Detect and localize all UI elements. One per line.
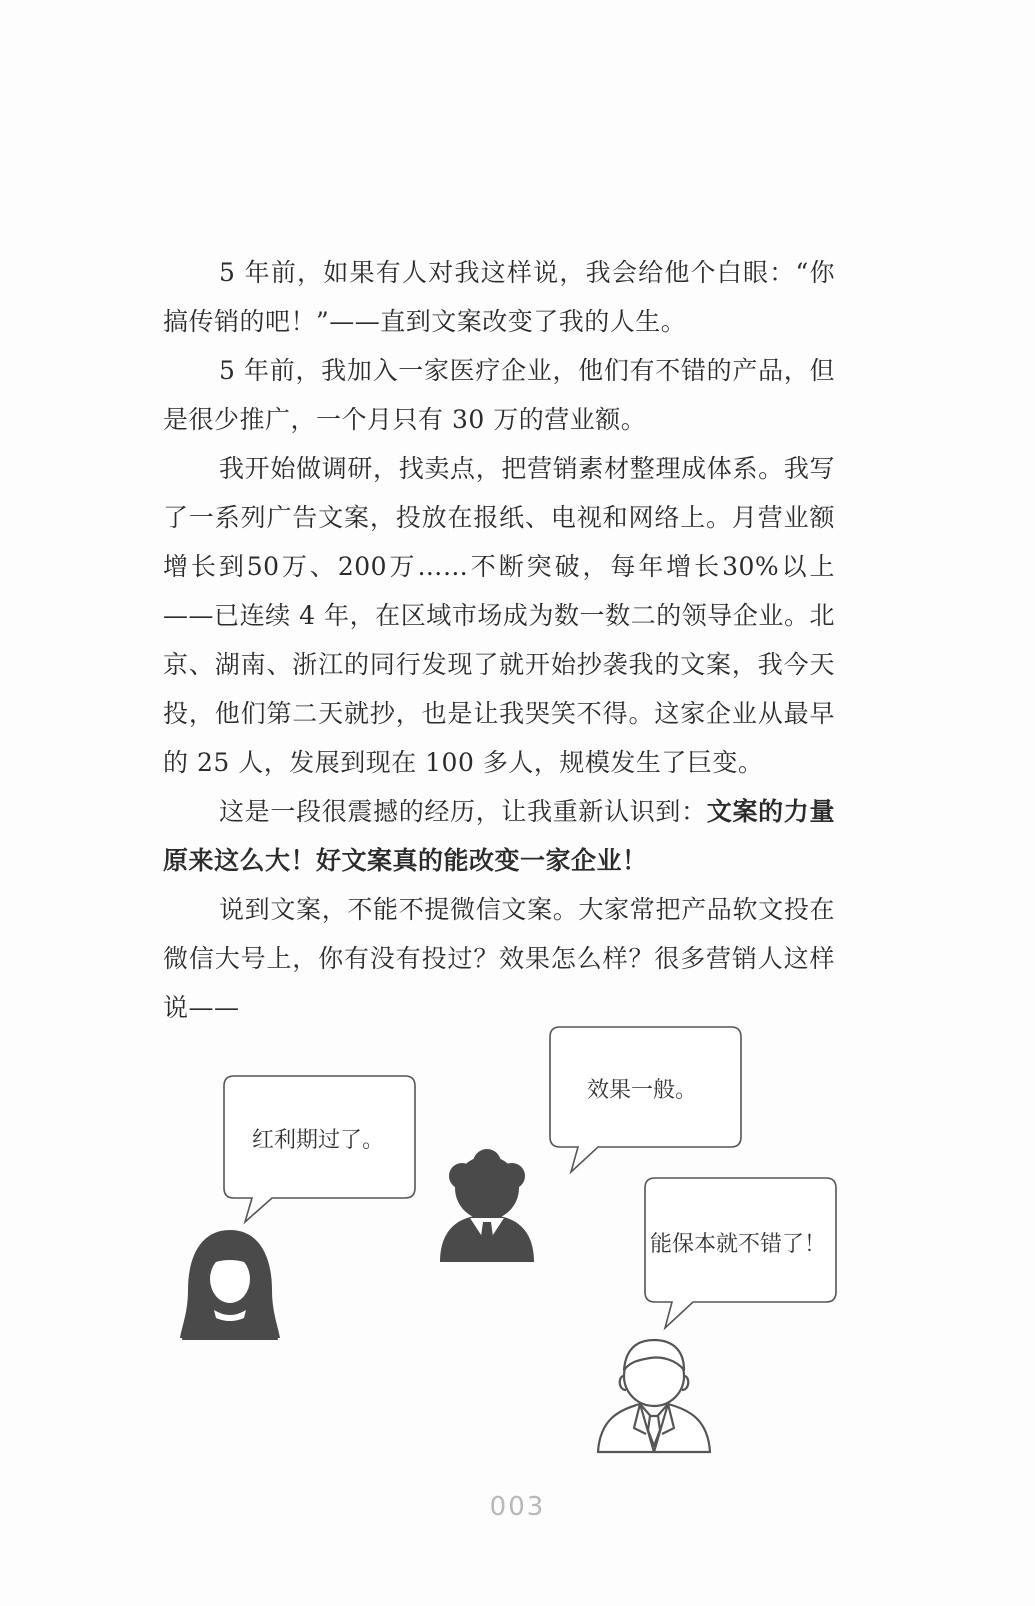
man-in-suit-avatar-icon [598, 1340, 710, 1452]
page-number: 003 [489, 1492, 546, 1522]
bubble-text-middle: 效果一般。 [586, 1078, 698, 1103]
woman-avatar-icon [180, 1230, 280, 1340]
speech-bubble-right [645, 1178, 836, 1328]
speech-bubble-left [224, 1076, 415, 1222]
man-curly-hair-avatar-icon [440, 1149, 534, 1262]
paragraph: 说到文案，不能不提微信文案。大家常把产品软文投在微信大号上，你有没有投过？效果怎么样？很多营销人这样说—— [163, 895, 835, 1022]
paragraph: 5 年前，我加入一家医疗企业，他们有不错的产品，但是很少推广，一个月只有 30 万的营业额。 [163, 356, 835, 434]
speech-bubble-middle [550, 1027, 741, 1172]
emphasis-text: 文案的力量原来这么大！好文案真的能改变一家企业！ [163, 797, 835, 875]
bubble-text-left: 红利期过了。 [251, 1128, 385, 1153]
bubble-text-right: 能保本就不错了！ [649, 1232, 827, 1257]
paragraph-intro: 这是一段很震撼的经历，让我重新认识到： [219, 797, 707, 826]
paragraph: 我开始做调研，找卖点，把营销素材整理成体系。我写了一系列广告文案，投放在报纸、电视和网络上。月营业额增长到50万、200万……不断突破，每年增长30%以上——已连续 4 年，在区域市场成为数一数二的领导企业。北京、湖南、浙江的同行发现了就开始抄袭我的文案，我今天投，他们第二天就抄，也是让我哭笑不得。这家企业从最早的 25 人，发展到现在 100 多人，规模发生了巨变。 [163, 454, 835, 777]
paragraph: 5 年前，如果有人对我这样说，我会给他个白眼：“你搞传销的吧！”——直到文案改变了我的人生。 [163, 258, 835, 336]
